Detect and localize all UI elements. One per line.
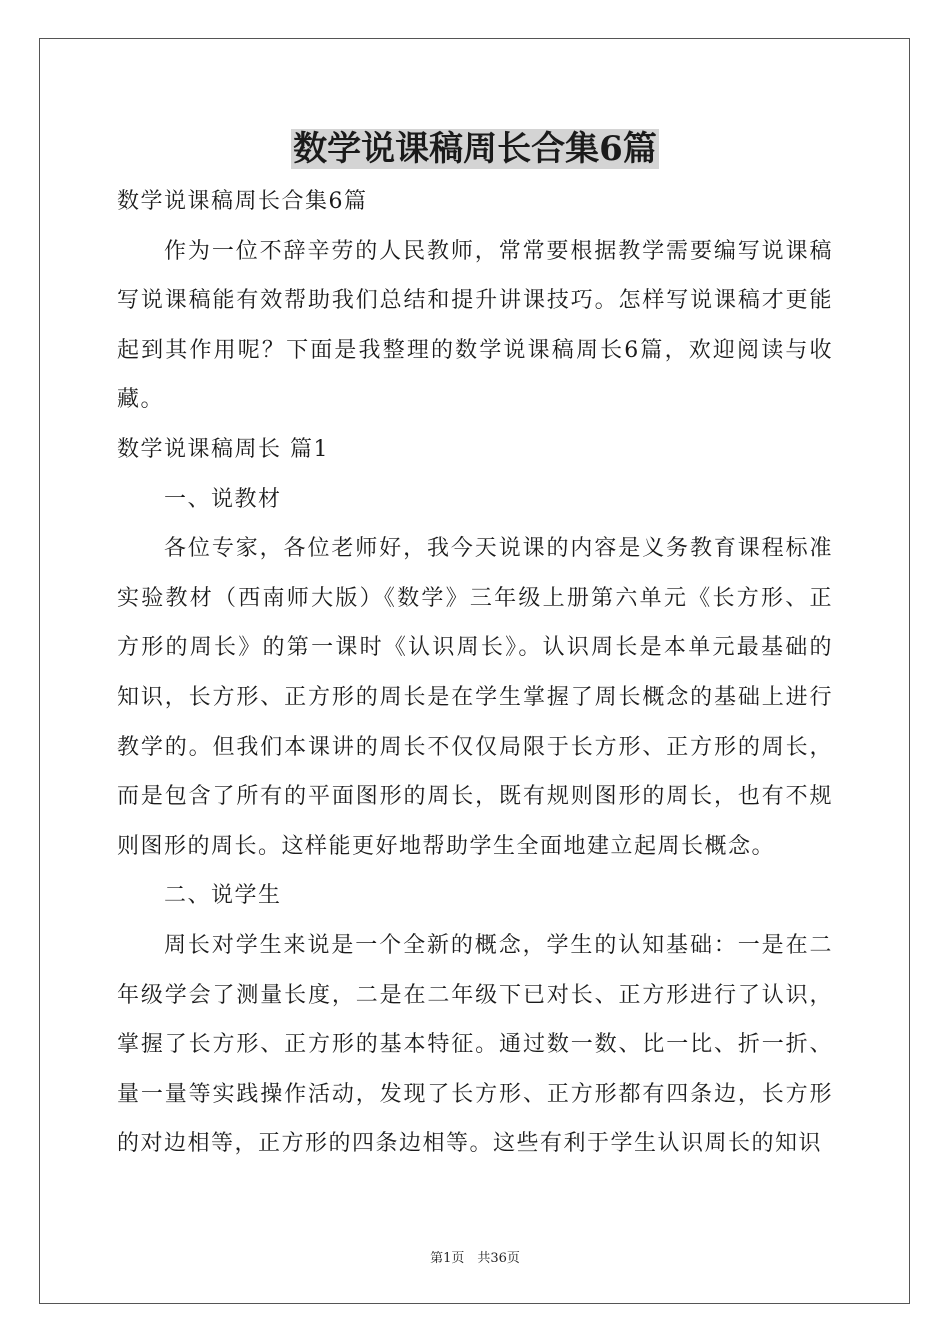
part-body-textbook: 各位专家，各位老师好，我今天说课的内容是义务教育课程标准实验教材（西南师大版）《数学》三年级上册第六单元《长方形、正方形的周长》的第一课时《认识周长》。认识周长是本单元最基础的知识，长方形、正方形的周长是在学生掌握了周长概念的基础上进行教学的。但我们本课讲的周长不仅仅局限于长方形、正方形的周长，而是包含了所有的平面图形的周长，既有规则图形的周长，也有不规则图形的周长。这样能更好地帮助学生全面地建立起周长概念。 [117, 536, 833, 859]
page-footer [0, 1247, 950, 1266]
intro-paragraph: 作为一位不辞辛劳的人民教师，常常要根据教学需要编写说课稿写说课稿能有效帮助我们总结和提升讲课技巧。怎样写说课稿才更能起到其作用呢？下面是我整理的数学说课稿周长6篇，欢迎阅读与收藏。 [117, 238, 833, 413]
document-title-text: 数学说课稿周长合集6篇 [293, 129, 657, 169]
part-heading-students: 二、说学生 [164, 883, 282, 909]
page-number: 第1页 共36页 [430, 1251, 520, 1266]
part-body-students: 周长对学生来说是一个全新的概念，学生的认知基础：一是在二年级学会了测量长度，二是在二年级下已对长、正方形进行了认识，掌握了长方形、正方形的基本特征。通过数一数、比一比、折一折、量一量等实践操作活动，发现了长方形、正方形都有四条边，长方形的对边相等，正方形的四条边相等。这些有利于学生认识周长的知识 [117, 932, 833, 1157]
section-heading: 数学说课稿周长 篇1 [117, 436, 329, 462]
part-heading-textbook: 一、说教材 [164, 486, 282, 512]
document-subtitle: 数学说课稿周长合集6篇 [117, 189, 368, 214]
document-body [117, 177, 833, 1169]
document-title [0, 127, 950, 171]
